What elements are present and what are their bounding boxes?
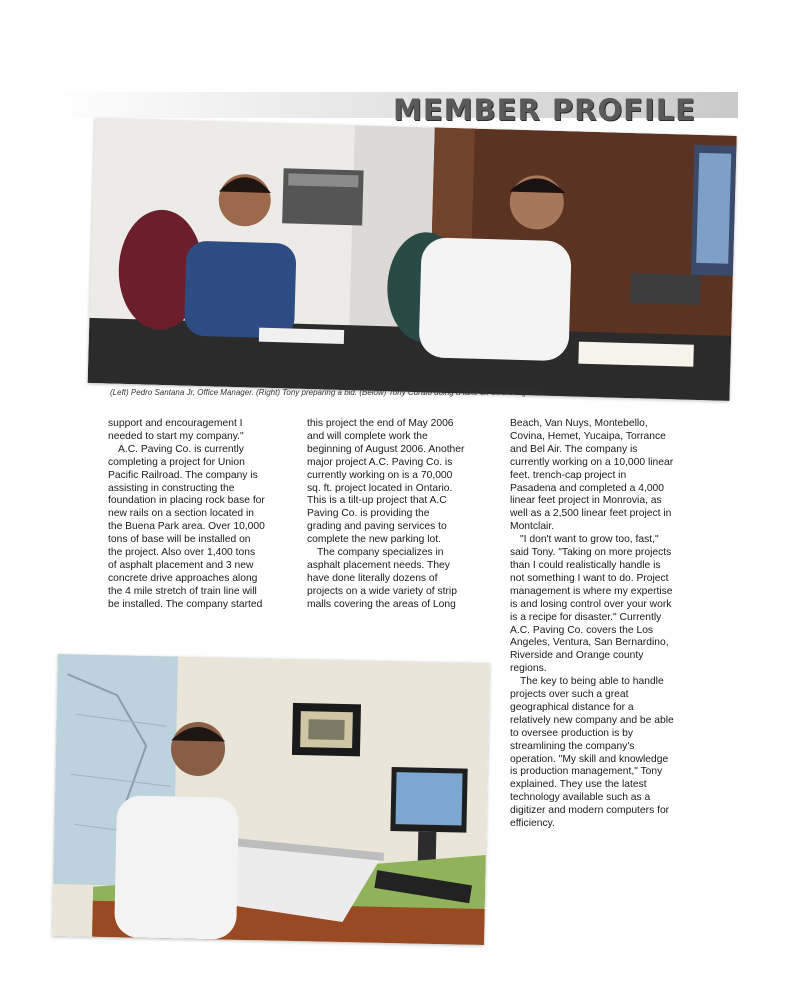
photo-caption: (Left) Pedro Santana Jr, Office Manager. (Right) Tony preparing a bid. (Below) Tony Curato doing a take off on the digitizer. (110, 388, 546, 397)
digitizer-photo-icon (52, 654, 490, 945)
article-column-1 (108, 418, 266, 612)
article-column-2 (307, 418, 465, 612)
paragraph: The company specializes in asphalt placement needs. They have done literally dozens of projects on a wide variety of strip malls covering the areas of Long (307, 547, 457, 610)
digitizer-photo (52, 654, 490, 945)
office-photo-icon (88, 118, 737, 401)
section-title: MEMBER PROFILE (393, 93, 696, 127)
article-column-3 (510, 418, 675, 831)
office-photo (88, 118, 737, 401)
paragraph: A.C. Paving Co. is currently completing a project for Union Pacific Railroad. The company is assisting in constructing the foundation in placing rock base for new rails on a section located in the Buena Park area. Over 10,000 tons of base will be installed on the project. Also over 1,400 tons of asphalt placement and 3 new concrete drive approaches along the 4 mile stretch of train line will be installed. The company started (108, 443, 265, 610)
paragraph: Beach, Van Nuys, Montebello, Covina, Hemet, Yucaipa, Torrance and Bel Air. The company is currently working on a 10,000 linear feet. trench-cap project in Pasadena and completed a 4,000 linear feet project in Monrovia, as well as a 2,500 linear feet project in Montclair. (510, 418, 674, 533)
paragraph: this project the end of May 2006 and will complete work the beginning of August 2006. Another major project A.C. Paving Co. is currently working on is a 70,000 sq. ft. project located in Ontario. This is a tilt-up project that A.C Paving Co. is providing the grading and paving services to complete the new parking lot. (307, 418, 465, 546)
paragraph: "I don't want to grow too, fast," said Tony. "Taking on more projects than I could realistically handle is not something I want to do. Project management is where my expertise is and losing control over your work is a recipe for disaster." Currently A.C. Paving Co. covers the Los Angeles, Ventura, San Bernardino, Riverside and Orange county regions. (510, 534, 673, 675)
paragraph: support and encouragement I needed to start my company." (108, 418, 244, 442)
paragraph: The key to being able to handle projects over such a great geographical distance for a relatively new company and be able to oversee production is by streamlining the company's operation. "My skill and knowledge is production management," Tony explained. They use the latest technology available such as a digitizer and modern computers for efficiency. (510, 676, 674, 830)
